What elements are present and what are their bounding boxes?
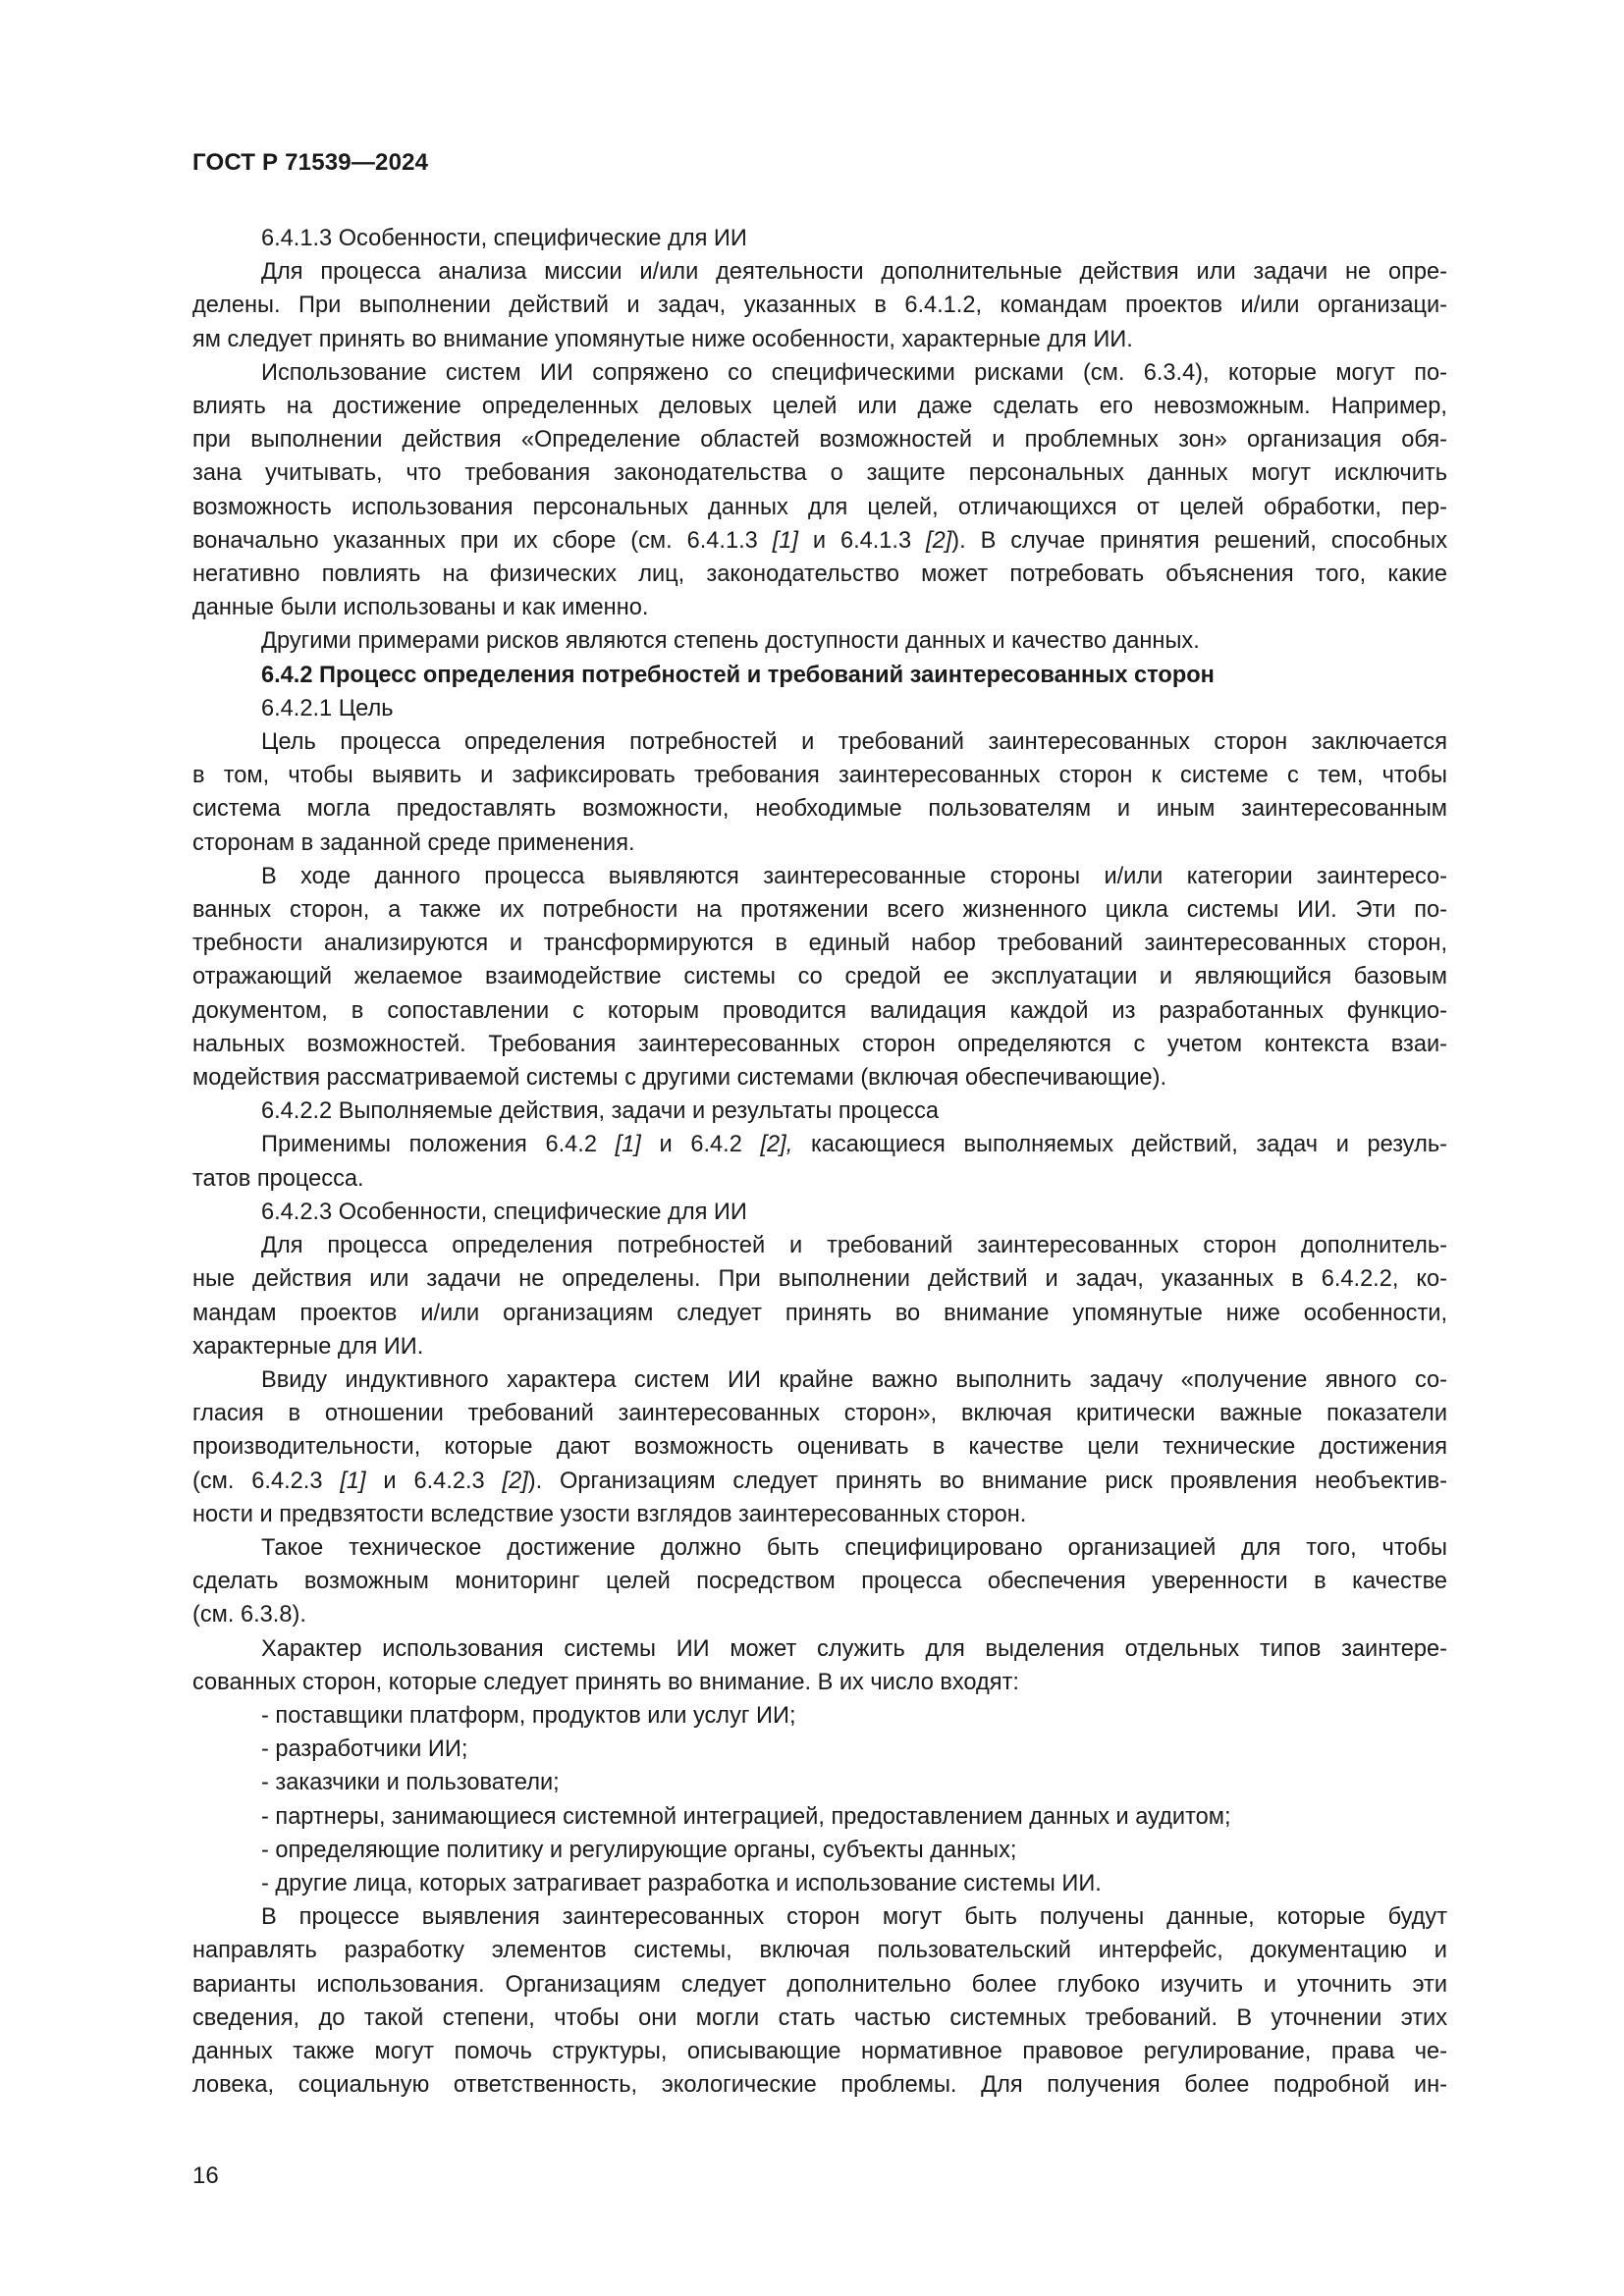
text-line: гласия в отношении требований заинтересованных сторон», включая критически важные показатели bbox=[192, 1401, 1447, 1427]
text-line: Использование систем ИИ сопряжено со специфическими рисками (см. 6.3.4), которые могут по- bbox=[261, 359, 1447, 386]
text-line: Характер использования системы ИИ может служить для выделения отдельных типов заинтере- bbox=[261, 1635, 1447, 1662]
subsection-heading-6-4-2-1: 6.4.2.1 Цель bbox=[261, 695, 394, 721]
text-line: ям следует принять во внимание упомянутые ниже особенности, характерные для ИИ. bbox=[192, 326, 1133, 352]
text-line: ности и предвзятости вследствие узости взглядов заинтересованных сторон. bbox=[192, 1501, 1027, 1527]
paragraph: Другими примерами рисков являются степень доступности данных и качество данных. bbox=[261, 628, 1200, 655]
text-line: возможность использования персональных данных для целей, отличающихся от целей обработки, пер- bbox=[192, 494, 1447, 520]
text-line: при выполнении действия «Определение областей возможностей и проблемных зон» организация обя- bbox=[192, 427, 1447, 454]
text-run: Применимы положения 6.4.2 bbox=[261, 1132, 616, 1158]
list-item: - разработчики ИИ; bbox=[261, 1736, 468, 1763]
section-heading-6-4-2: 6.4.2 Процесс определения потребностей и требований заинтересованных сторон bbox=[261, 662, 1215, 688]
text-line-with-refs bbox=[192, 1465, 1447, 1498]
text-line: Для процесса определения потребностей и требований заинтересованных сторон дополнитель- bbox=[261, 1233, 1447, 1259]
paragraph bbox=[192, 1128, 1447, 1195]
paragraph bbox=[192, 860, 1447, 1095]
text-run: (см. 6.4.2.3 bbox=[192, 1468, 341, 1494]
page-number: 16 bbox=[192, 2163, 219, 2189]
text-line: Такое техническое достижение должно быть специфицировано организацией для того, чтобы bbox=[261, 1534, 1447, 1561]
text-line: производительности, которые дают возможность оценивать в качестве цели технические достижения bbox=[192, 1434, 1447, 1461]
paragraph bbox=[192, 1900, 1447, 2102]
text-line: сделать возможным мониторинг целей посредством процесса обеспечения уверенности в качестве bbox=[192, 1569, 1447, 1595]
text-run: и 6.4.2 bbox=[640, 1132, 761, 1158]
text-line: характерные для ИИ. bbox=[192, 1333, 424, 1360]
text-run: касающиеся выполняемых действий, задач и резуль- bbox=[792, 1132, 1448, 1158]
text-line: ные действия или задачи не определены. При выполнении действий и задач, указанных в 6.4.2.2, ко- bbox=[192, 1266, 1447, 1293]
text-run: ). В случае принятия решений, способных bbox=[951, 527, 1447, 554]
text-line: ловека, социальную ответственность, экологические проблемы. Для получения более подробной ин- bbox=[192, 2072, 1447, 2099]
document-header: ГОСТ Р 71539—2024 bbox=[192, 149, 429, 176]
text-line: ванных сторон, а также их потребности на протяжении всего жизненного цикла системы ИИ. Эти по- bbox=[192, 897, 1447, 924]
text-line: Ввиду индуктивного характера систем ИИ крайне важно выполнить задачу «получение явного со- bbox=[261, 1366, 1447, 1393]
text-line: сведения, до такой степени, чтобы они могли стать частью системных требований. В уточнении этих bbox=[192, 2004, 1447, 2031]
text-line: (см. 6.3.8). bbox=[192, 1602, 306, 1629]
text-run: и 6.4.1.3 bbox=[797, 527, 927, 554]
text-line: варианты использования. Организациям следует дополнительно более глубоко изучить и уточнить эти bbox=[192, 1971, 1447, 1998]
text-line: требности анализируются и трансформируются в единый набор требований заинтересованных сторон, bbox=[192, 931, 1447, 957]
bullet-list bbox=[192, 1699, 1447, 1900]
paragraph bbox=[192, 1531, 1447, 1632]
text-line: система могла предоставлять возможности, необходимые пользователям и иным заинтересованным bbox=[192, 796, 1447, 823]
text-line: В ходе данного процесса выявляются заинтересованные стороны и/или категории заинтересо- bbox=[261, 863, 1447, 889]
subsection-heading-6-4-2-2: 6.4.2.2 Выполняемые действия, задачи и результаты процесса bbox=[261, 1098, 940, 1125]
text-line: татов процесса. bbox=[192, 1165, 364, 1192]
text-line: мандам проектов и/или организациям следует принять во внимание упомянутые ниже особенности, bbox=[192, 1300, 1447, 1326]
subsection-heading-6-4-1-3: 6.4.1.3 Особенности, специфические для ИИ bbox=[261, 226, 747, 251]
text-line: отражающий желаемое взаимодействие системы со средой ее эксплуатации и являющийся базовым bbox=[192, 964, 1447, 990]
text-line-with-refs bbox=[192, 524, 1447, 558]
text-line: влиять на достижение определенных деловых целей или даже сделать его невозможным. Например, bbox=[192, 394, 1447, 420]
list-item: - определяющие политику и регулирующие органы, субъекты данных; bbox=[261, 1837, 1017, 1863]
paragraph bbox=[192, 1229, 1447, 1363]
text-line: Цель процесса определения потребностей и требований заинтересованных сторон заключается bbox=[261, 729, 1447, 756]
text-line: зана учитывать, что требования законодательства о защите персональных данных могут исключить bbox=[192, 460, 1447, 487]
text-line: данные были использованы и как именно. bbox=[192, 595, 649, 621]
text-line: модействия рассматриваемой системы с другими системами (включая обеспечивающие). bbox=[192, 1065, 1167, 1092]
text-line: негативно повлиять на физических лиц, законодательство может потребовать объяснения того, какие bbox=[192, 561, 1447, 588]
text-run: воначально указанных при их сборе (см. 6.4.1.3 bbox=[192, 527, 773, 554]
text-run: и 6.4.2.3 bbox=[365, 1468, 503, 1494]
document-body bbox=[192, 222, 1447, 2102]
text-line: в том, чтобы выявить и зафиксировать требования заинтересованных сторон к системе с тем, чтобы bbox=[192, 763, 1447, 789]
paragraph bbox=[192, 255, 1447, 356]
subsection-heading-6-4-2-3: 6.4.2.3 Особенности, специфические для ИИ bbox=[261, 1199, 747, 1225]
list-item: - заказчики и пользователи; bbox=[261, 1770, 560, 1796]
text-line: данных также могут помочь структуры, описывающие нормативное правовое регулирование, права че- bbox=[192, 2038, 1447, 2064]
reference-2: [2] bbox=[926, 527, 952, 554]
text-line: сованных сторон, которые следует принять во внимание. В их число входят: bbox=[192, 1669, 1019, 1695]
text-line: направлять разработку элементов системы, включая пользовательский интерфейс, документацию и bbox=[192, 1938, 1447, 1964]
text-line: Для процесса анализа миссии и/или деятельности дополнительные действия или задачи не опре- bbox=[261, 259, 1447, 286]
text-run: ). Организациям следует принять во внимание риск проявления необъектив- bbox=[527, 1468, 1447, 1494]
reference-2: [2] bbox=[502, 1468, 528, 1494]
paragraph bbox=[192, 725, 1447, 860]
text-line: нальных возможностей. Требования заинтересованных сторон определяются с учетом контекста взаи- bbox=[192, 1031, 1447, 1057]
reference-1: [1] bbox=[772, 527, 798, 554]
list-item: - другие лица, которых затрагивает разработка и использование системы ИИ. bbox=[261, 1870, 1102, 1896]
paragraph bbox=[192, 1632, 1447, 1699]
paragraph bbox=[192, 356, 1447, 625]
list-item: - поставщики платформ, продуктов или услуг ИИ; bbox=[261, 1702, 796, 1729]
text-line-with-refs bbox=[192, 1128, 1447, 1161]
text-line: делены. При выполнении действий и задач, указанных в 6.4.1.2, командам проектов и/или организаци- bbox=[192, 293, 1447, 319]
reference-1: [1] bbox=[615, 1132, 641, 1158]
reference-1: [1] bbox=[340, 1468, 366, 1494]
text-line: В процессе выявления заинтересованных сторон могут быть получены данные, которые будут bbox=[261, 1904, 1447, 1931]
text-line: сторонам в заданной среде применения. bbox=[192, 829, 635, 856]
text-line: документом, в сопоставлении с которым проводится валидация каждой из разработанных функцио- bbox=[192, 997, 1447, 1024]
list-item: - партнеры, занимающиеся системной интеграцией, предоставлением данных и аудитом; bbox=[261, 1803, 1231, 1830]
reference-2: [2], bbox=[760, 1132, 793, 1158]
paragraph bbox=[192, 1363, 1447, 1531]
